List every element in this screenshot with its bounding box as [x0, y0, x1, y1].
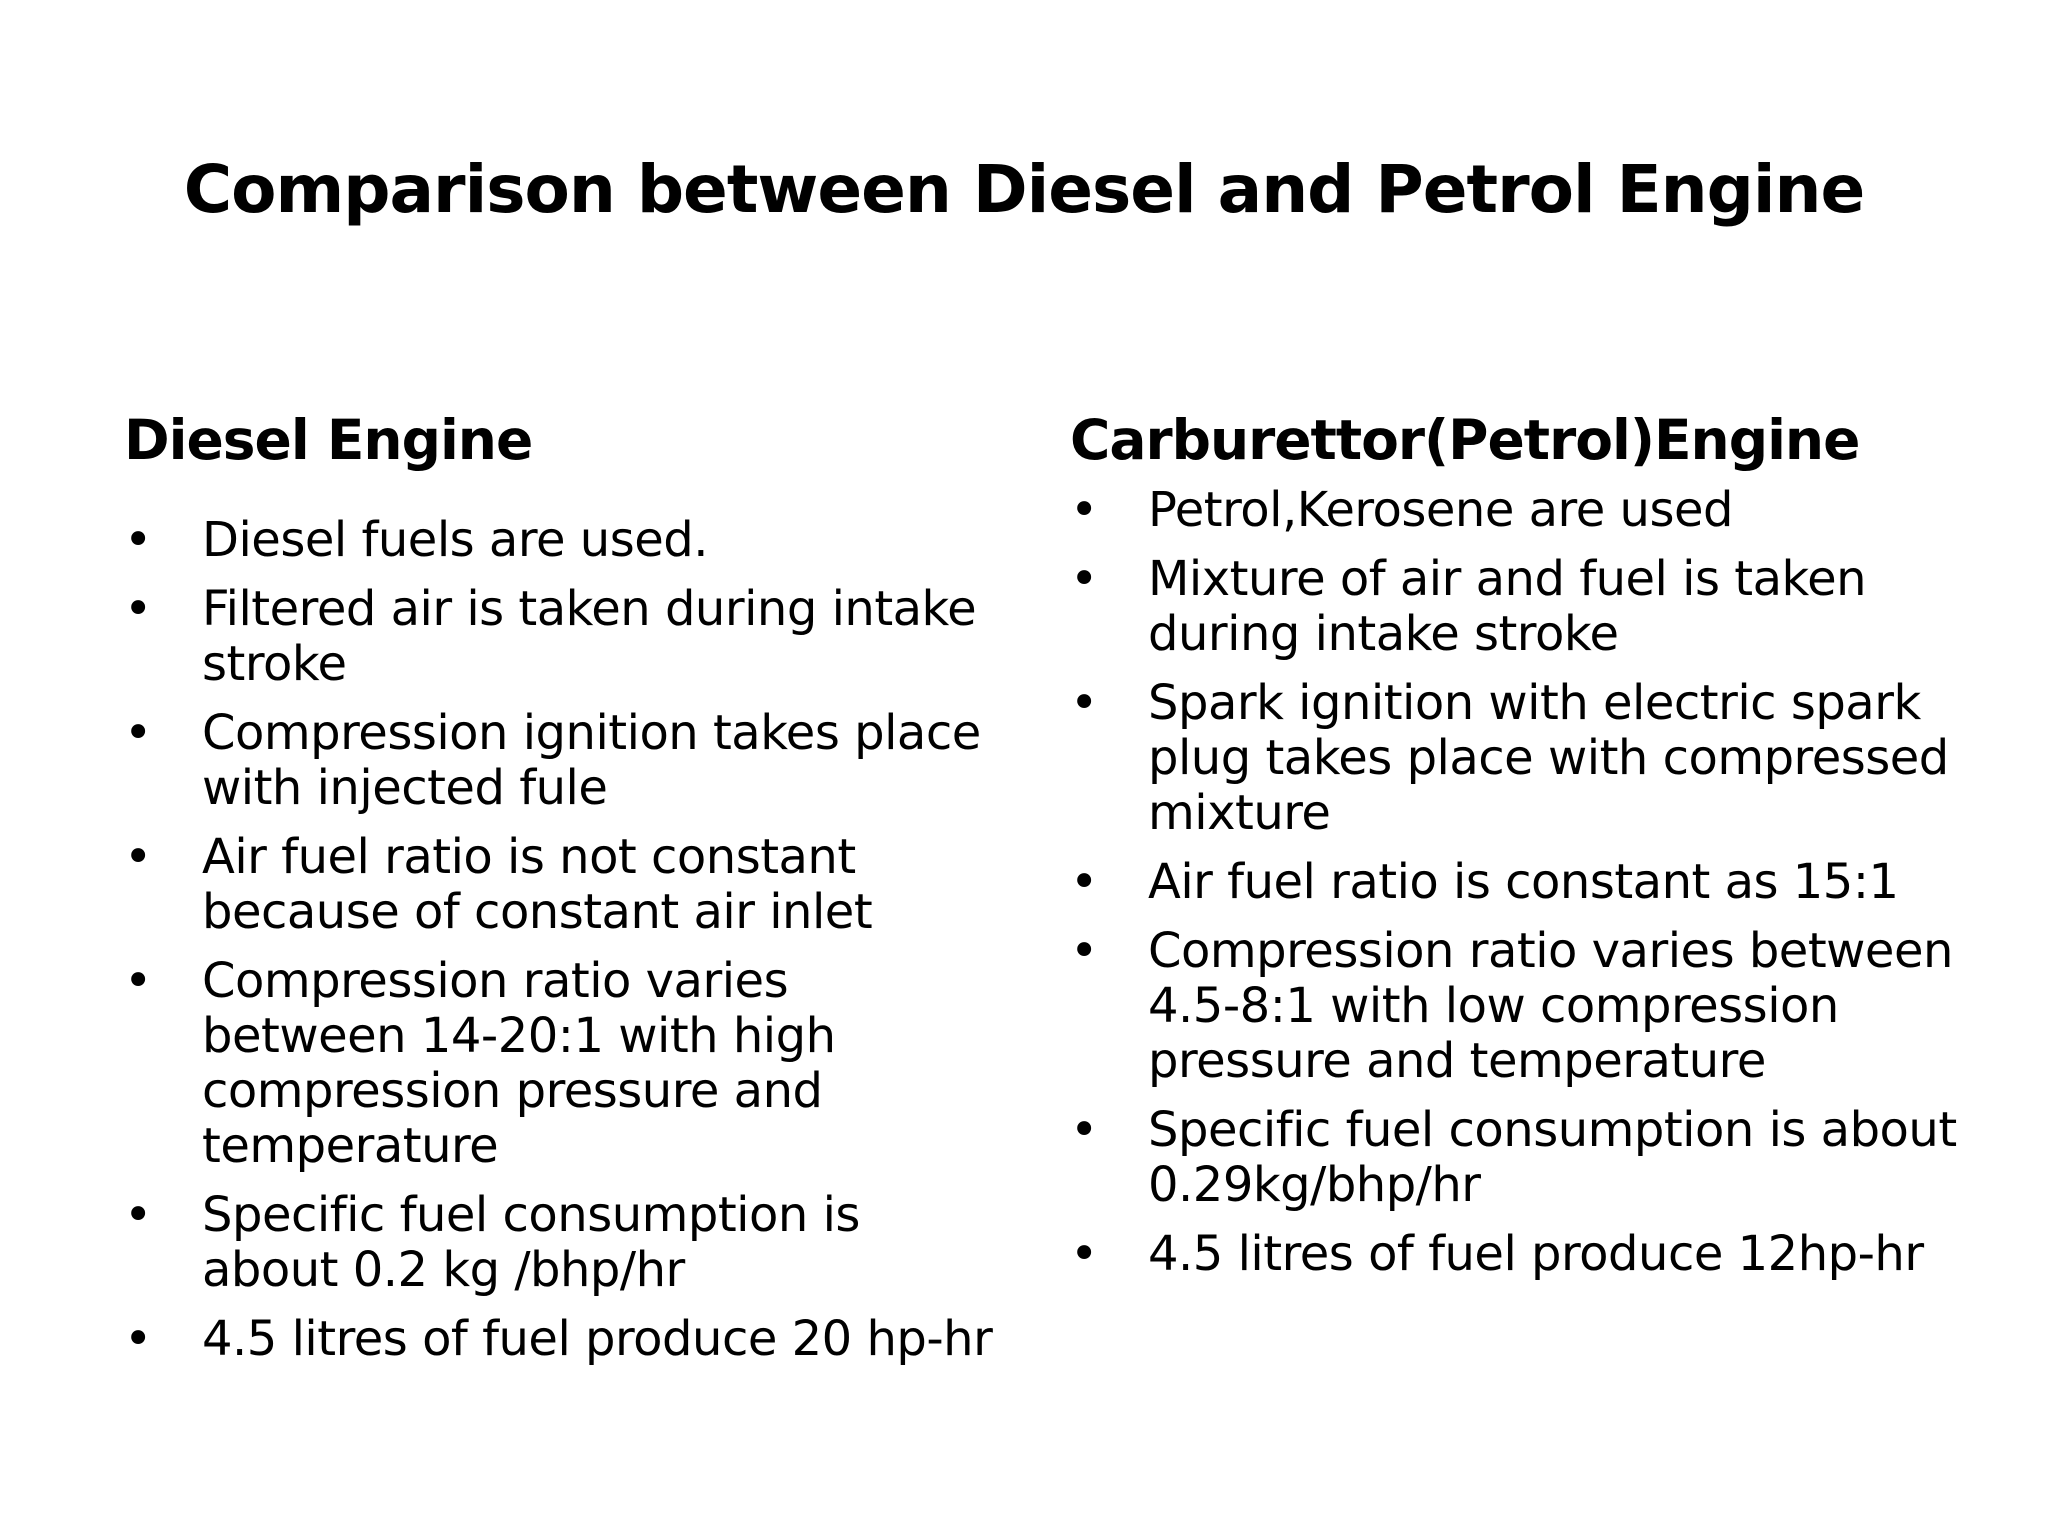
list-item	[124, 954, 1004, 1174]
bullet-icon: •	[1070, 1102, 1098, 1158]
diesel-engine-heading: Diesel Engine	[124, 408, 533, 472]
bullet-icon: •	[124, 705, 152, 761]
list-item	[124, 1312, 1004, 1367]
list-item	[1070, 924, 1990, 1089]
bullet-icon: •	[1070, 551, 1098, 607]
list-item-text: Air fuel ratio is not constant because of constant air inlet	[202, 829, 873, 940]
list-item-text: Compression ratio varies between 14-20:1 with high compression pressure and temperature	[202, 953, 836, 1174]
list-item	[1070, 1103, 1990, 1213]
bullet-icon: •	[1070, 482, 1098, 538]
petrol-engine-column	[1070, 405, 1990, 1296]
bullet-icon: •	[124, 953, 152, 1009]
bullet-icon: •	[1070, 854, 1098, 910]
list-item-text: 4.5 litres of fuel produce 12hp-hr	[1148, 1226, 1924, 1282]
list-item	[1070, 552, 1990, 662]
list-item-text: Mixture of air and fuel is taken during intake stroke	[1148, 551, 1867, 662]
list-item	[124, 830, 1004, 940]
bullet-icon: •	[1070, 923, 1098, 979]
list-item-text: Specific fuel consumption is about 0.2 kg /bhp/hr	[202, 1187, 860, 1298]
list-item-text: Air fuel ratio is constant as 15:1	[1148, 854, 1899, 910]
bullet-icon: •	[124, 512, 152, 568]
list-item-text: 4.5 litres of fuel produce 20 hp-hr	[202, 1311, 993, 1367]
list-item-text: Petrol,Kerosene are used	[1148, 482, 1733, 538]
bullet-icon: •	[1070, 675, 1098, 731]
list-item	[124, 513, 1004, 568]
diesel-engine-list	[124, 513, 1004, 1367]
bullet-icon: •	[1070, 1226, 1098, 1282]
list-item	[124, 1188, 1004, 1298]
bullet-icon: •	[124, 829, 152, 885]
petrol-engine-heading: Carburettor(Petrol)Engine	[1070, 408, 1860, 472]
list-item	[124, 706, 1004, 816]
list-item	[1070, 855, 1990, 910]
bullet-icon: •	[124, 581, 152, 637]
list-item-text: Compression ignition takes place with injected fule	[202, 705, 981, 816]
list-item-text: Diesel fuels are used.	[202, 512, 708, 568]
list-item-text: Compression ratio varies between 4.5-8:1 with low compression pressure and temperature	[1148, 923, 1953, 1089]
petrol-engine-list	[1070, 483, 1990, 1282]
list-item	[1070, 676, 1990, 841]
list-item-text: Spark ignition with electric spark plug takes place with compressed mixture	[1148, 675, 1949, 841]
bullet-icon: •	[124, 1311, 152, 1367]
list-item-text: Filtered air is taken during intake stroke	[202, 581, 977, 692]
list-item	[1070, 1227, 1990, 1282]
list-item	[124, 582, 1004, 692]
diesel-engine-column	[124, 405, 1004, 1381]
list-item-text: Specific fuel consumption is about 0.29kg/bhp/hr	[1148, 1102, 1957, 1213]
slide-title: Comparison between Diesel and Petrol Engine	[183, 151, 1865, 228]
bullet-icon: •	[124, 1187, 152, 1243]
list-item	[1070, 483, 1990, 538]
